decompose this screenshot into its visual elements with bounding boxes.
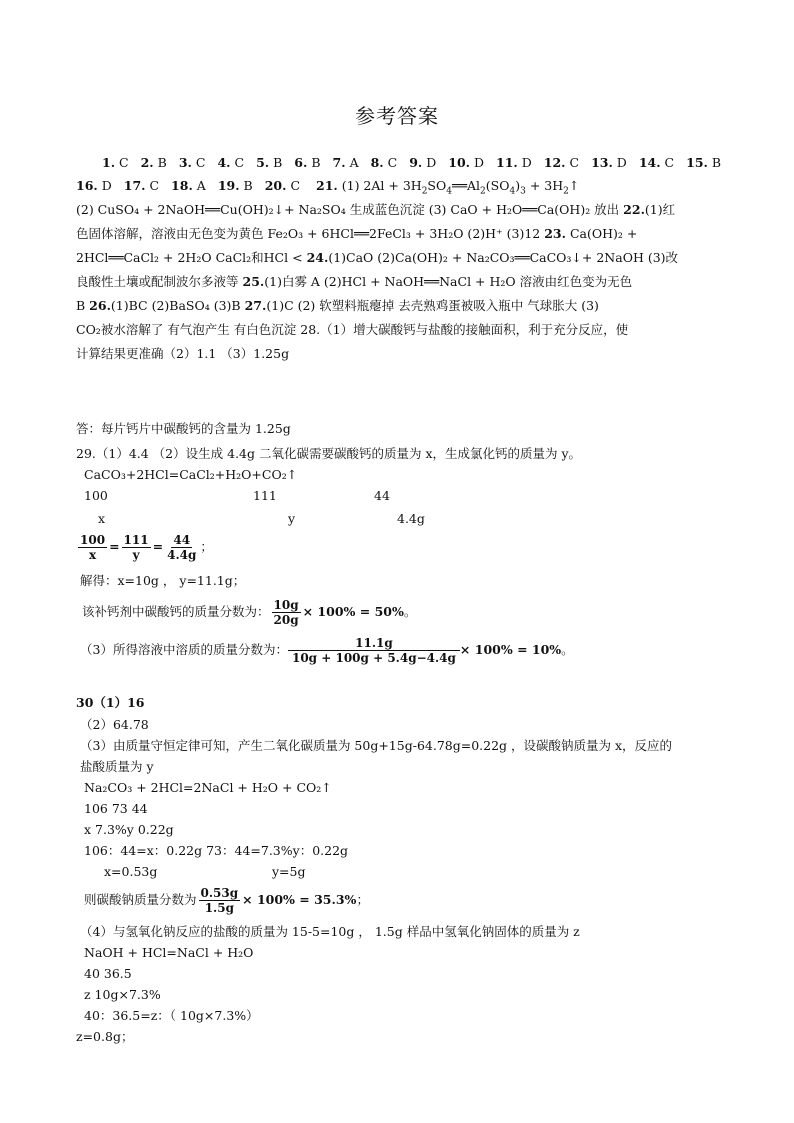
q29-var-x: x — [98, 511, 106, 526]
mc-number: 2. — [140, 155, 154, 170]
mc-choice: C — [230, 155, 245, 170]
q21-part2: (2) CuSO₄ + 2NaOH══Cu(OH)₂↓+ Na₂SO₄ 生成蓝色沉淀 (3) CaO + H₂O══Ca(OH)₂ 放出 — [76, 202, 620, 217]
mc-answer — [333, 155, 359, 170]
answer-line-4 — [76, 246, 716, 270]
q30-line-10-end: ； — [356, 892, 369, 907]
q30-line-10-result: × 100% = 35.3% — [242, 892, 357, 907]
q30-line-8: 106：44=x：0.22g 73：44=7.3%y：0.22g — [84, 843, 349, 858]
q29-proportion: $\frac{100}{x}$ = $\frac{111}{y}$ = $\frac{44}{4.4g}$ ； — [80, 533, 213, 562]
mc-answer — [294, 155, 320, 170]
q30-line-1: 30（1）16 — [76, 695, 145, 710]
fraction-3-den: 4.4g — [167, 548, 197, 562]
q22-text: (1)红 — [644, 202, 676, 217]
answer-line-1 — [76, 174, 716, 198]
q30-line-7: x 7.3%y 0.22g — [84, 822, 174, 837]
fraction-2-den: y — [132, 548, 140, 562]
q22-rest: 色固体溶解，溶液由无色变为黄色 Fe₂O₃ + 6HCl══2FeCl₃ + 3H₂O (2)H⁺ (3)12 — [76, 226, 541, 241]
mc-choice: B — [239, 178, 253, 193]
fraction-q30 — [199, 886, 241, 915]
q24-number: 24. — [306, 250, 329, 265]
q29-part3-result: × 100% = 10% — [459, 642, 562, 657]
q29-part3-end: 。 — [561, 642, 574, 657]
mc-answer — [265, 178, 300, 193]
mc-number: 10. — [448, 155, 471, 170]
answer-line-8: 计算结果更准确（2）1.1 （3）1.25g — [76, 346, 290, 361]
mc-answer — [639, 155, 674, 170]
q24-text: (1)CaO (2)Ca(OH)₂ + Na₂CO₃══CaCO₃↓+ 2NaOH (3)改 — [328, 250, 679, 265]
q30-line-3: （3）由质量守恒定律可知，产生二氧化碳质量为 50g+15g-64.78g=0.22g ，设碳酸钠质量为 x，反应的 — [80, 738, 673, 753]
mc-row-1 — [102, 154, 733, 172]
q30-line-10-label: 则碳酸钠质量分数为 — [84, 892, 197, 907]
fraction-end: ； — [200, 539, 213, 554]
q23-text: Ca(OH)₂ + — [569, 226, 638, 241]
mc-choice: D — [97, 178, 112, 193]
mc-choice: C — [145, 178, 160, 193]
mc-choice: B — [307, 155, 321, 170]
mc-number: 19. — [217, 178, 240, 193]
mc-answer — [141, 155, 167, 170]
q29-part2-end: 。 — [403, 604, 417, 619]
q30-line-4: 盐酸质量为 y — [80, 759, 154, 774]
mc-choice: B — [153, 155, 167, 170]
q29-head: 29.（1）4.4 （2）设生成 4.4g 二氧化碳需要碳酸钙的质量为 x，生成氯化钙的质量为 y。 — [76, 446, 582, 461]
q21-text: (1) 2Al + 3H — [341, 178, 422, 193]
q30-line-14: z 10g×7.3% — [84, 987, 161, 1002]
mc-number: 4. — [217, 155, 231, 170]
q29-mass-2: 111 — [253, 488, 277, 503]
mc-answer — [256, 155, 282, 170]
q29-part2-label: 该补钙剂中碳酸钙的质量分数为： — [82, 604, 270, 619]
mc-number: 6. — [294, 155, 308, 170]
fraction-1-den: x — [88, 548, 97, 562]
q30-line-11: （4）与氢氧化钠反应的盐酸的质量为 15-5=10g ， 1.5g 样品中氢氧化钠固体的质量为 z — [80, 924, 580, 939]
q30-line-12: NaOH + HCl=NaCl + H₂O — [84, 945, 254, 960]
mc-number: 11. — [496, 155, 518, 170]
q27-text: (1)C (2) 软塑料瓶瘪掉 去壳熟鸡蛋被吸入瓶中 气球胀大 (3) — [266, 298, 599, 313]
mc-choice: C — [115, 155, 129, 170]
mc-number: 17. — [123, 178, 146, 193]
q29-part3 — [80, 634, 574, 666]
fraction-p2-num: 10g — [273, 598, 299, 612]
q29-var-y: y — [288, 511, 296, 526]
q29-var-mass: 4.4g — [397, 511, 425, 526]
fraction-p3-num: 11.1g — [288, 636, 460, 651]
mc-answer — [218, 178, 253, 193]
mc-number: 12. — [543, 155, 566, 170]
mc-choice: A — [345, 155, 359, 170]
fraction-p3-den: 10g + 100g + 5.4g−4.4g — [291, 651, 456, 665]
mc-choice: C — [383, 155, 398, 170]
fraction-3-num: 44 — [173, 533, 191, 547]
mc-number: 3. — [178, 155, 192, 170]
mc-choice: D — [517, 155, 532, 170]
answer-line-6 — [76, 294, 716, 318]
q21-number: 21. — [316, 178, 338, 193]
q30-line-9b: y=5g — [272, 864, 306, 879]
q26-text: (1)BC (2)BaSO₄ (3)B — [110, 298, 241, 313]
mc-answer — [544, 155, 579, 170]
q28-answer: 答：每片钙片中碳酸钙的含量为 1.25g — [76, 421, 291, 436]
mc-answer — [409, 155, 436, 170]
q30-line-2: （2）64.78 — [80, 717, 149, 732]
fraction-q30-den: 1.5g — [204, 901, 234, 915]
mc-number: 1. — [102, 155, 116, 170]
q29-part2 — [82, 596, 416, 628]
page-title: 参考答案 — [355, 104, 439, 128]
q30-line-10 — [84, 883, 369, 917]
mc-choice: A — [192, 178, 206, 193]
mc-choice: D — [470, 155, 485, 170]
mc-answer — [179, 155, 206, 170]
mc-choice: C — [565, 155, 580, 170]
mc-choice: C — [191, 155, 206, 170]
q23-rest: 2HCl══CaCl₂ + 2H₂O CaCl₂和HCl < — [76, 250, 303, 265]
q30-line-13: 40 36.5 — [84, 966, 132, 981]
q25-text: (1)白雾 A (2)HCl + NaOH══NaCl + H₂O 溶液由红色变为无色 — [264, 274, 633, 289]
q21-rest: $_2SO_4══Al_2(SO_4)_3$ + $3H_2↑$ — [421, 178, 580, 197]
mc-answer — [171, 178, 206, 193]
mc-number: 20. — [264, 178, 287, 193]
answer-line-5 — [76, 270, 716, 294]
q27-number: 27. — [244, 298, 267, 313]
mc-number: 15. — [686, 155, 708, 170]
q29-part3-label: （3）所得溶液中溶质的质量分数为： — [80, 642, 288, 657]
mc-choice: C — [660, 155, 675, 170]
mc-number: 16. — [76, 178, 98, 193]
answer-line-3 — [76, 222, 716, 246]
fraction-1-num: 100 — [80, 533, 106, 547]
answer-line-7: CO₂被水溶解了 有气泡产生 有白色沉淀 28.（1）增大碳酸钙与盐酸的接触面积，利于充分反应，使 — [76, 322, 629, 337]
mc-answer — [102, 155, 129, 170]
mc-answer — [686, 155, 721, 170]
fraction-1 — [78, 533, 107, 562]
mc-choice: C — [286, 178, 301, 193]
mc-answer — [371, 155, 398, 170]
q30-line-9a: x=0.53g — [104, 864, 158, 879]
q24-rest: 良酸性土壤或配制波尔多液等 — [76, 274, 239, 289]
q26-number: 26. — [89, 298, 111, 313]
q22-number: 22. — [623, 202, 645, 217]
mc-number: 14. — [638, 155, 661, 170]
answer-line-2 — [76, 198, 716, 222]
q29-solution: 解得：x=10g ， y=11.1g； — [80, 573, 246, 588]
mc-answer — [448, 155, 484, 170]
fraction-3 — [165, 533, 198, 562]
q30-line-16: z=0.8g； — [76, 1029, 134, 1044]
fraction-p3 — [290, 636, 458, 665]
q25-rest: B — [76, 298, 86, 313]
mc-answer — [124, 178, 159, 193]
mc-number: 5. — [256, 155, 270, 170]
q25-number: 25. — [242, 274, 265, 289]
q29-part2-result: × 100% = 50% — [302, 604, 404, 619]
q30-line-15: 40：36.5=z：（ 10g×7.3%） — [84, 1008, 259, 1023]
mc-answer — [591, 155, 627, 170]
mc-choice: D — [422, 155, 437, 170]
fraction-2-num: 111 — [123, 533, 149, 547]
mc-answer — [76, 178, 112, 193]
mc-number: 9. — [409, 155, 423, 170]
q23-number: 23. — [544, 226, 566, 241]
fraction-2 — [122, 533, 151, 562]
mc-number: 13. — [591, 155, 613, 170]
mc-choice: B — [707, 155, 722, 170]
q29-equation: CaCO₃+2HCl=CaCl₂+H₂O+CO₂↑ — [84, 467, 298, 482]
q30-line-5: Na₂CO₃ + 2HCl=2NaCl + H₂O + CO₂↑ — [84, 780, 332, 795]
q29-mass-3: 44 — [374, 488, 390, 503]
q30-line-6: 106 73 44 — [84, 801, 148, 816]
q29-mass-1: 100 — [84, 488, 108, 503]
fraction-q30-num: 0.53g — [200, 886, 239, 900]
mc-number: 8. — [370, 155, 384, 170]
mc-answer — [496, 155, 532, 170]
mc-number: 18. — [171, 178, 193, 193]
answers-paragraph — [76, 174, 716, 366]
fraction-p2 — [272, 598, 301, 627]
mc-choice: B — [269, 155, 283, 170]
mc-choice: D — [612, 155, 627, 170]
mc-number: 7. — [332, 155, 346, 170]
mc-answer — [217, 155, 244, 170]
fraction-p2-den: 20g — [273, 613, 299, 627]
